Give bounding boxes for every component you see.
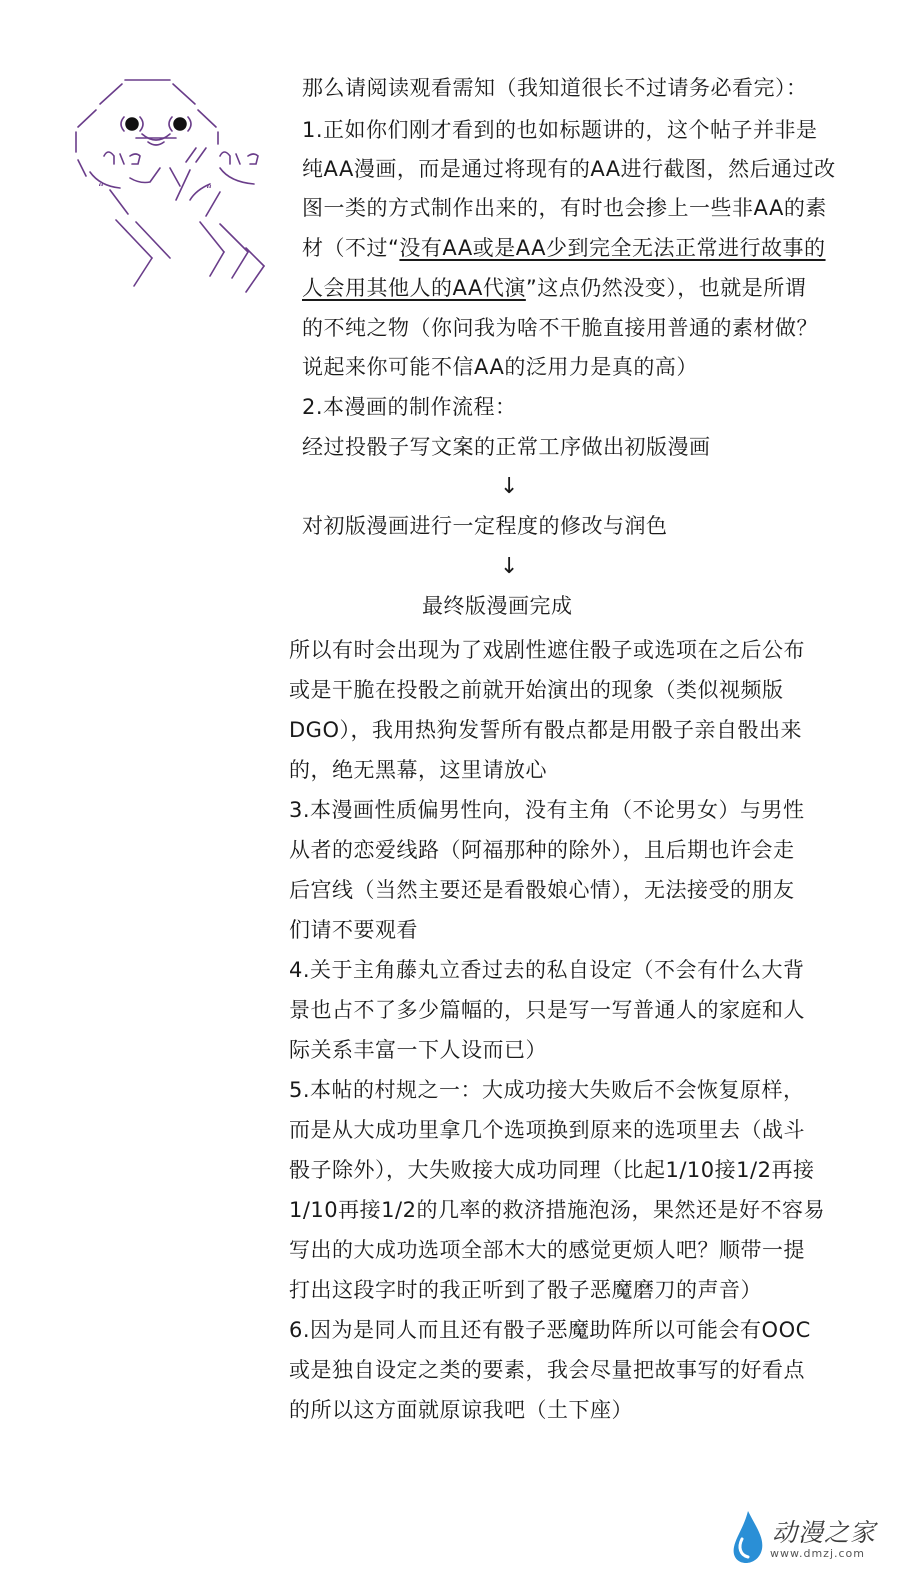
svg-text:“: “: [206, 183, 213, 197]
rule-2-note-line-3: DGO），我用热狗发誓所有骰点都是用骰子亲自骰出来: [289, 718, 802, 742]
flow-arrow-2: ↓: [500, 554, 519, 579]
watermark-site-name: 动漫之家: [772, 1518, 877, 1547]
rule-5-line-4: 1/10再接1/2的几率的救济措施泡汤，果然还是好不容易: [289, 1198, 825, 1222]
rule-1-underlined-quote-2: 人会用其他人的AA代演: [302, 276, 526, 300]
flow-step-1: 经过投骰子写文案的正常工序做出初版漫画: [302, 435, 711, 459]
rule-1-line-5-suffix: ”这点仍然没变），也就是所谓: [525, 276, 807, 300]
water-drop-logo-icon: [730, 1509, 766, 1565]
flow-step-2: 对初版漫画进行一定程度的修改与润色: [302, 514, 668, 538]
rule-6-line-3: 的所以这方面就原谅我吧（土下座）: [289, 1398, 633, 1422]
rule-6-line-1: 6.因为是同人而且还有骰子恶魔助阵所以可能会有OOC: [289, 1318, 811, 1342]
svg-text:“: “: [98, 181, 105, 195]
rule-3-line-4: 们请不要观看: [289, 918, 418, 942]
rule-2-note-line-2: 或是干脆在投骰之前就开始演出的现象（类似视频版: [289, 678, 784, 702]
rule-1-line-4: [302, 238, 826, 259]
rule-4-line-3: 际关系丰富一下人设而已）: [289, 1038, 547, 1062]
rule-3-line-1: 3.本漫画性质偏男性向，没有主角（不论男女）与男性: [289, 798, 805, 822]
ascii-art-character: [70, 72, 290, 302]
rule-6-line-2: 或是独自设定之类的要素，我会尽量把故事写的好看点: [289, 1358, 805, 1382]
rule-1-line-2: 纯AA漫画，而是通过将现有的AA进行截图，然后通过改: [302, 157, 836, 181]
rule-2-title: 2.本漫画的制作流程：: [302, 395, 517, 419]
flow-arrow-1: ↓: [500, 474, 519, 499]
watermark-site-url: www.dmzj.com: [770, 1547, 865, 1560]
rule-2-note-line-4: 的，绝无黑幕，这里请放心: [289, 758, 547, 782]
rule-5-line-5: 写出的大成功选项全部木大的感觉更烦人吧？顺带一提: [289, 1238, 805, 1262]
rule-3-line-2: 从者的恋爱线路（阿福那种的除外），且后期也许会走: [289, 838, 795, 862]
rule-5-line-1: 5.本帖的村规之一：大成功接大失败后不会恢复原样，: [289, 1078, 805, 1102]
rule-2-note-line-1: 所以有时会出现为了戏剧性遮住骰子或选项在之后公布: [289, 638, 805, 662]
rule-1-line-5: [302, 278, 806, 299]
rule-5-line-3: 骰子除外），大失败接大成功同理（比起1/10接1/2再接: [289, 1158, 815, 1182]
rule-4-line-2: 景也占不了多少篇幅的，只是写一写普通人的家庭和人: [289, 998, 805, 1022]
rule-1-line-3: 图一类的方式制作出来的，有时也会掺上一些非AA的素: [302, 196, 827, 220]
flow-step-3: 最终版漫画完成: [422, 594, 573, 618]
rule-5-line-2: 而是从大成功里拿几个选项换到原来的选项里去（战斗: [289, 1118, 805, 1142]
rule-1-line-7: 说起来你可能不信AA的泛用力是真的高）: [302, 355, 698, 379]
site-watermark: [730, 1507, 890, 1569]
rule-5-line-6: 打出这段字时的我正听到了骰子恶魔磨刀的声音）: [289, 1278, 762, 1302]
rule-3-line-3: 后宫线（当然主要还是看骰娘心情），无法接受的朋友: [289, 878, 795, 902]
rule-1-underlined-quote-1: 没有AA或是AA少到完全无法正常进行故事的: [399, 236, 826, 260]
rule-1-line-4-prefix: 材（不过“: [302, 236, 400, 260]
rule-1-line-1: 1.正如你们刚才看到的也如标题讲的，这个帖子并非是: [302, 118, 818, 142]
rule-4-line-1: 4.关于主角藤丸立香过去的私自设定（不会有什么大背: [289, 958, 805, 982]
rule-1-line-6: 的不纯之物（你问我为啥不干脆直接用普通的素材做？: [302, 316, 818, 340]
intro-line: 那么请阅读观看需知（我知道很长不过请务必看完）：: [302, 76, 808, 100]
